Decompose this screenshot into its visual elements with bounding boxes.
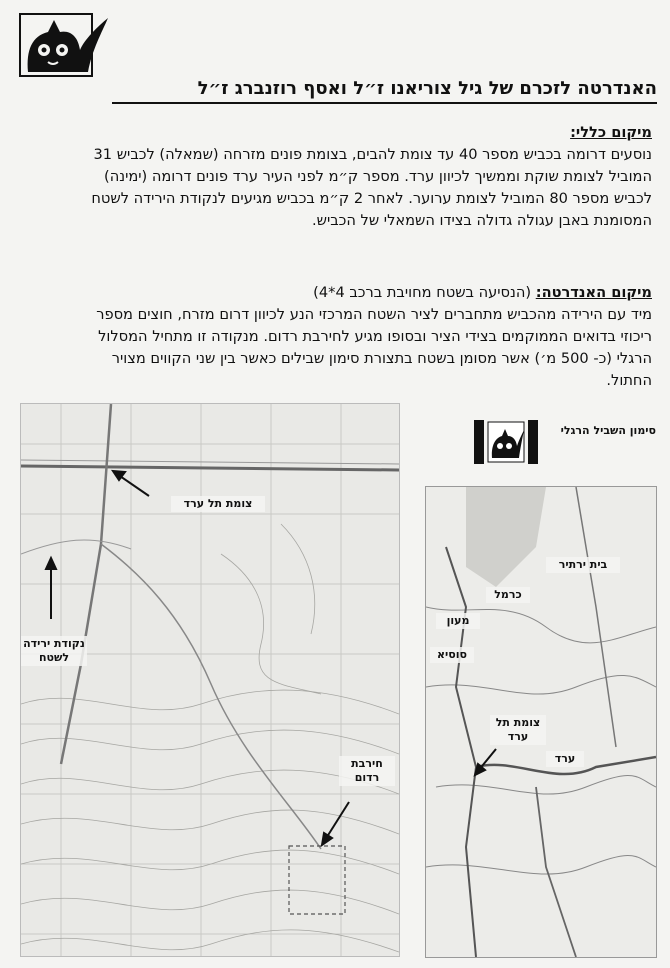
- trail-marking-legend-label: סימון השביל הרגלי: [560, 424, 656, 437]
- road-map-place-label: כרמל: [486, 587, 530, 603]
- map-junction-label: צומת תל ערד: [171, 496, 265, 512]
- monument-location-section: [72, 282, 652, 392]
- road-map-place-label: סוסיא: [430, 647, 474, 663]
- general-location-heading: מיקום כללי:: [570, 124, 652, 141]
- trail-marking-icon: [470, 418, 542, 466]
- monument-location-note: (הנסיעה בשטח מחויבת ברכב 4*4): [313, 284, 532, 301]
- road-map-city-label: ערד: [546, 751, 584, 767]
- map-ruin-label: חירבת רדום: [339, 756, 395, 786]
- general-location-section: [82, 122, 652, 232]
- road-map-place-label: מעון: [436, 613, 480, 629]
- topographic-map-graphic: [21, 404, 399, 956]
- monument-location-text: מיד עם הירידה מהכביש מתחברים לציר השטח המרכזי הנע לכיוון דרום מזרח, חוצים מספר ריכוזי בדואים הממוקמים בצידי הציר ובסופו מגיע לחירבת רדום. מנקודה זו מתחיל המסלול הרגלי (כ- 500 מ׳) אשר מסומן בשטח בתצורת סימון שבילים כאשר בין שני הקווים מצויר החתול.: [96, 306, 652, 389]
- road-map-junction-label: צומת תל ערד: [490, 715, 546, 745]
- road-map-place-label: בית ירתיר: [546, 557, 620, 573]
- general-location-text: נוסעים דרומה בכביש מספר 40 עד צומת להבים, בצומת פונים מזרחה (שמאלה) לכביש 31 המוביל לצומת שוקת וממשיך לכיוון ערד. מספר ק״מ לפני העיר ערד פונים דרומה (ימינה) לכביש מספר 80 המוביל לצומת ערוער. לאחר 2 ק״מ בכביש מגיעים לנקודת הירידה לשטח המסומנת באבן עגולה גדולה בצידו השמאלי של הכביש.: [91, 146, 652, 229]
- topographic-map: [20, 403, 400, 957]
- cat-logo-icon: [18, 10, 114, 82]
- road-map: [425, 486, 657, 958]
- monument-location-heading: מיקום האנדרטה:: [535, 284, 652, 301]
- page-title: האנדרטה לזכרם של גיל צוריאנו ז״ל ואסף רוזנברג ז״ל: [112, 76, 657, 104]
- map-descent-point-label: נקודת ירידה לשטח: [21, 636, 87, 666]
